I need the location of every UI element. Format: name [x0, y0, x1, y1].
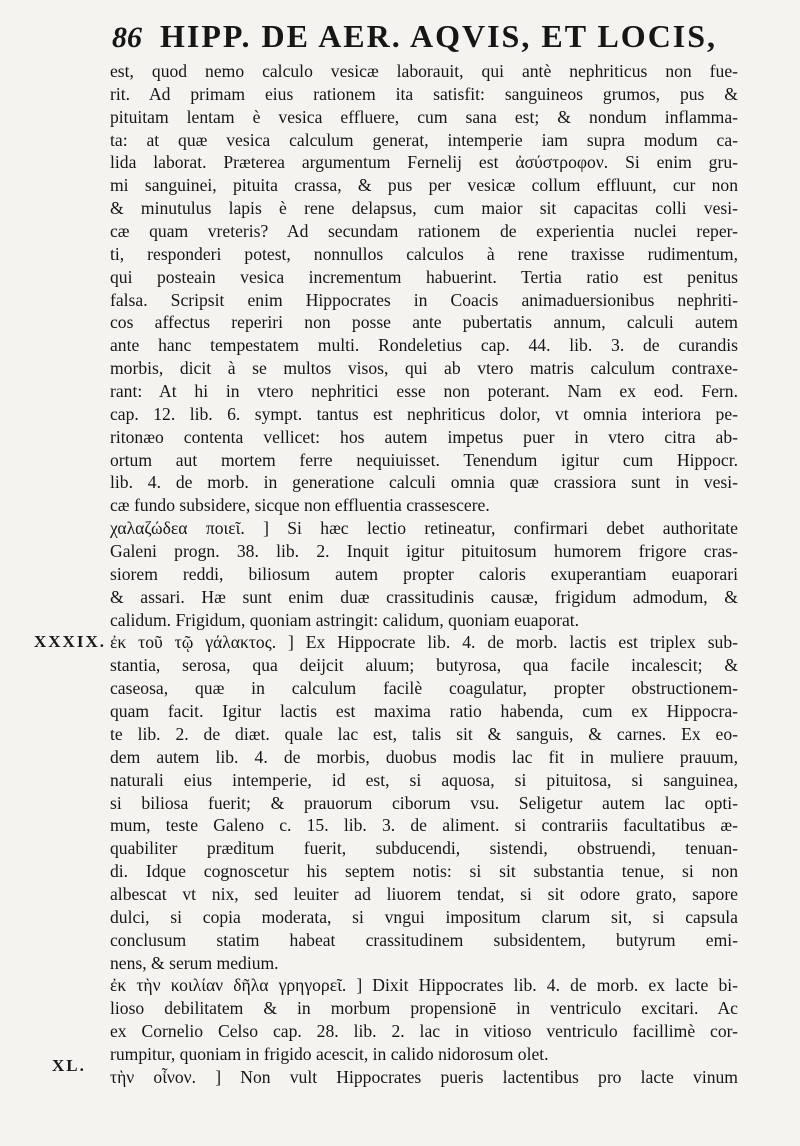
margin-note-40: XL. — [52, 1056, 86, 1075]
text-line: lib. 4. de morb. in generatione calculi omnia quæ crassiora sunt in vesi- — [110, 472, 738, 493]
running-title: HIPP. DE AER. AQVIS, ET LOCIS, — [160, 18, 718, 54]
running-header — [112, 18, 752, 58]
text-line: lioso debilitatem & in morbum propensionē in ventriculo excitari. Ac — [110, 998, 738, 1019]
text-line: ex Cornelio Celso cap. 28. lib. 2. lac in vitioso ventriculo facillimè cor- — [110, 1021, 738, 1042]
text-line: calidum. Frigidum, quoniam astringit: calidum, quoniam euaporat. — [110, 609, 580, 630]
text-line: est, quod nemo calculo vesicæ laborauit, qui antè nephriticus non fue- — [110, 61, 738, 81]
text-line: naturali eius intemperie, id est, si aquosa, si pituitosa, si sanguinea, — [110, 769, 738, 790]
text-line: stantia, serosa, qua deijcit aluum; butyrosa, qua facile incalescit; & — [110, 655, 738, 676]
text-line: qui posteain vesica incrementum habuerint. Tertia ratio est penitus — [110, 266, 738, 287]
text-line: dulci, si copia moderata, si vngui impositum clarum sit, si capsula — [110, 906, 738, 927]
text-line: siorem reddi, biliosum autem propter caloris exuperantiam euaporari — [110, 563, 738, 584]
text-line: falsa. Scripsit enim Hippocrates in Coacis animaduersionibus nephriti- — [110, 289, 738, 310]
text-line: ante hanc tempestatem multi. Rondeletius cap. 44. lib. 3. de curandis — [110, 335, 738, 356]
text-line: quabiliter præditum fuerit, subducendi, sistendi, obstruendi, tenuan- — [110, 838, 738, 859]
text-line: & minutulus lapis è rene delapsus, cum maior sit capacitas colli vesi- — [110, 198, 738, 219]
text-line: cæ fundo subsidere, sicque non effluentia crassescere. — [110, 495, 490, 516]
text-line: ἐκ τοῦ τῷ γάλακτος. ] Ex Hippocrate lib. 4. de morb. lactis est triplex sub- — [110, 632, 738, 653]
text-line: ritonæo contenta vellicet: hos autem impetus puer in vtero citra ab- — [110, 426, 738, 447]
text-line: rit. Ad primam eius rationem ita satisfit: sanguineos grumos, pus & — [110, 83, 738, 104]
text-line: conclusum statim habeat crassitudinem subsidentem, butyrum emi- — [110, 929, 738, 950]
text-line: lida laborat. Præterea argumentum Fernelij est ἀσύστροφον. Si enim gru- — [110, 152, 738, 173]
body-text — [110, 60, 738, 1089]
text-line: albescat vt nix, sed leuiter ad liuorem tendat, si sit odore grato, sapore — [110, 883, 738, 904]
text-line: ortum aut mortem ferre nequiuisset. Tenendum igitur cum Hippocr. — [110, 449, 738, 470]
text-line: mi sanguinei, pituita crassa, & pus per vesicæ collum effluunt, cur non — [110, 175, 738, 196]
text-line: si biliosa fuerit; & prauorum ciborum vsu. Seligetur autem lac opti- — [110, 792, 738, 813]
text-line: morbis, dicit à se multos visos, qui ab vtero matris calculum contraxe- — [110, 358, 738, 379]
text-line: rumpitur, quoniam in frigido acescit, in calido nidorosum olet. — [110, 1043, 549, 1064]
text-line: pituitam lentam è vesica effluere, cum sana est; & nondum inflamma- — [110, 106, 738, 127]
text-line: Galeni progn. 38. lib. 2. Inquit igitur pituitosum humorem frigore cras- — [110, 541, 738, 562]
text-line: cap. 12. lib. 6. sympt. tantus est nephriticus dolor, vt omnia interiora pe- — [110, 403, 738, 424]
text-line: ἐκ τὴν κοιλίαν δῆλα γρηγορεῖ. ] Dixit Hippocrates lib. 4. de morb. ex lacte bi- — [110, 975, 738, 996]
text-line: cos affectus reperiri non posse ante pubertatis annum, calculi autem — [110, 312, 738, 333]
text-line: mum, teste Galeno c. 15. lib. 3. de aliment. si contrariis facultatibus æ- — [110, 815, 738, 836]
text-line: dem autem lib. 4. de morbis, duobus modis lac fit in muliere prauum, — [110, 746, 738, 767]
text-line: τὴν οἶνον. ] Non vult Hippocrates pueris lactentibus pro lacte vinum — [110, 1066, 738, 1087]
text-line: nens, & serum medium. — [110, 952, 279, 973]
text-line: ti, responderi potest, nonnullos calculos à rene traxisse rudimentum, — [110, 243, 738, 264]
text-line: caseosa, quæ in calculum facilè coagulatur, propter obstructionem- — [110, 678, 738, 699]
page-number: 86 — [112, 21, 142, 54]
text-line: cæ quam vreteris? Ad secundam rationem de experientia nuclei reper- — [110, 221, 738, 242]
text-line: rant: At hi in vtero nephritici esse non poterant. Nam ex eod. Fern. — [110, 381, 738, 402]
text-line: di. Idque cognoscetur his septem notis: si sit substantia tenue, si non — [110, 861, 738, 882]
text-line: ta: at quæ vesica calculum generat, intemperie iam supra modum ca- — [110, 129, 738, 150]
text-line: & assari. Hæ sunt enim duæ crassitudinis causæ, frigidum admodum, & — [110, 586, 738, 607]
text-line: quam facit. Igitur lactis est maxima ratio habenda, cum ex Hippocra- — [110, 701, 738, 722]
text-line: χαλαζώδεα ποιεῖ. ] Si hæc lectio retineatur, confirmari debet authoritate — [110, 518, 738, 539]
margin-note-39: XXXIX. — [34, 632, 106, 651]
text-line: te lib. 2. de diæt. quale lac est, talis sit & sanguis, & carnes. Ex eo- — [110, 723, 738, 744]
